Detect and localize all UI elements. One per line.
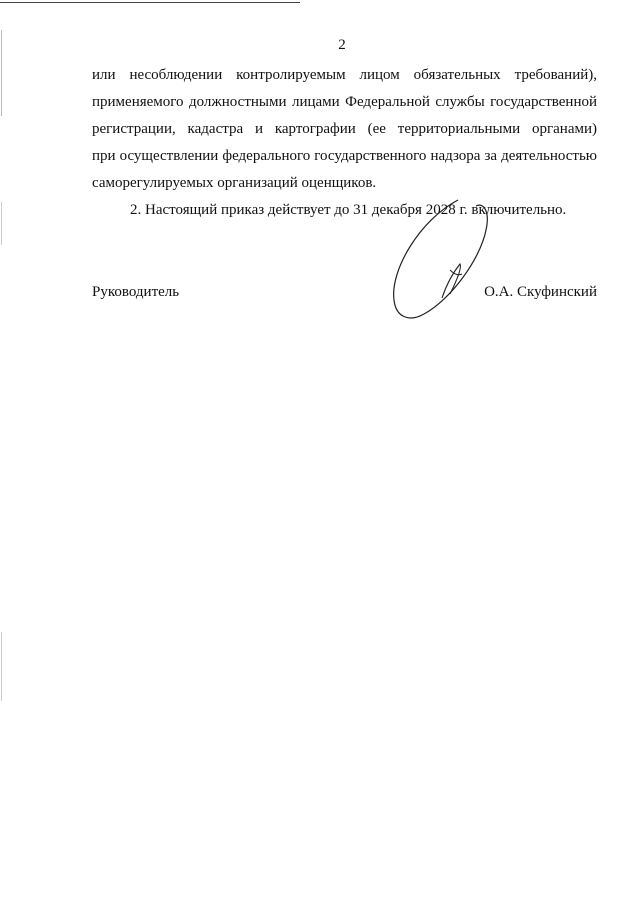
body-line-2: применяемого должностными лицами Федеральной службы государственной <box>92 94 597 110</box>
handwritten-signature <box>380 190 500 330</box>
signer-name: О.А. Скуфинский <box>484 284 597 300</box>
body-line-3: регистрации, кадастра и картографии (ее территориальными органами) <box>92 121 597 137</box>
scan-edge-left <box>1 30 2 890</box>
signature-inner-stroke <box>442 264 460 298</box>
page-number: 2 <box>338 37 346 53</box>
scan-edge-top <box>0 2 300 3</box>
body-line-4: при осуществлении федерального государственного надзора за деятельностью <box>92 148 597 164</box>
signature-loop-stroke <box>394 200 488 318</box>
document-body <box>92 62 597 224</box>
signer-title: Руководитель <box>92 284 180 300</box>
body-line-5: саморегулируемых организаций оценщиков. <box>92 175 377 191</box>
body-line-1: или несоблюдении контролируемым лицом обязательных требований), <box>92 67 597 83</box>
clause-2: 2. Настоящий приказ действует до 31 декабря 2028 г. включительно. <box>130 202 567 218</box>
